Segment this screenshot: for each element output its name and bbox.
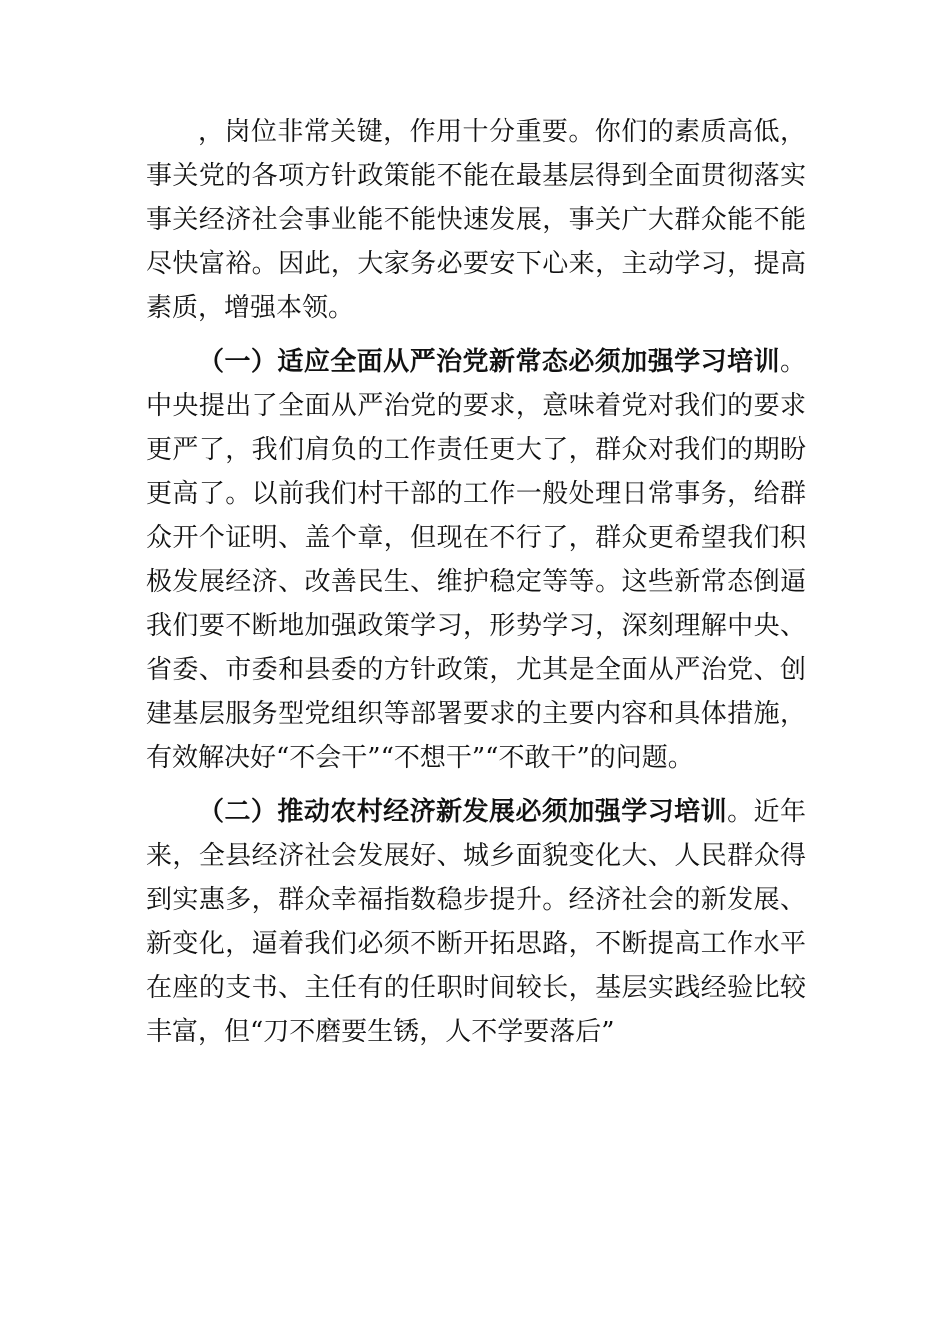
- section1-line-2: 更严了，我们肩负的工作责任更大了，群众对我们的期盼: [146, 435, 806, 465]
- paragraph1-line-4: 尽快富裕。因此，大家务必要安下心来，主动学习，提高: [146, 249, 806, 279]
- section2-line-3: 新变化，逼着我们必须不断开拓思路，不断提高工作水平: [146, 929, 806, 959]
- section2-line-4: 在座的支书、主任有的任职时间较长，基层实践经验比较: [146, 973, 806, 1003]
- section1-line-1: 中央提出了全面从严治党的要求，意味着党对我们的要求: [146, 391, 806, 421]
- paragraph1-line-1: ，岗位非常关键，作用十分重要。你们的素质高低，: [198, 117, 806, 147]
- section1-heading: （一）适应全面从严治党新常态必须加强学习培训: [198, 347, 780, 377]
- section2-heading: （二）推动农村经济新发展必须加强学习培训: [198, 797, 728, 827]
- section1-line-5: 极发展经济、改善民生、维护稳定等等。这些新常态倒逼: [146, 567, 806, 597]
- section2-line-1: 来，全县经济社会发展好、城乡面貌变化大、人民群众得: [146, 841, 806, 871]
- paragraph1-line-3: 事关经济社会事业能不能快速发展，事关广大群众能不能: [146, 205, 806, 235]
- paragraph1-line-2: 事关党的各项方针政策能不能在最基层得到全面贯彻落实: [146, 161, 806, 191]
- section1-heading-end: 。: [779, 347, 806, 377]
- section2-heading-line: [198, 790, 806, 834]
- section1-heading-line: [198, 340, 806, 384]
- section1-line-3: 更高了。以前我们村干部的工作一般处理日常事务，给群: [146, 479, 806, 509]
- section2-line-5: 丰富，但“刀不磨要生锈，人不学要落后”: [146, 1017, 615, 1047]
- paragraph1-line-5: 素质，增强本领。: [146, 293, 355, 323]
- section1-line-8: 建基层服务型党组织等部署要求的主要内容和具体措施，: [146, 699, 806, 729]
- section1-line-6: 我们要不断地加强政策学习，形势学习，深刻理解中央、: [146, 611, 806, 641]
- section2-line-2: 到实惠多，群众幸福指数稳步提升。经济社会的新发展、: [146, 885, 806, 915]
- section2-heading-end: 。近年: [727, 797, 806, 827]
- section1-line-4: 众开个证明、盖个章，但现在不行了，群众更希望我们积: [146, 523, 806, 553]
- section1-line-9: 有效解决好“不会干”“不想干”“不敢干”的问题。: [146, 743, 694, 773]
- section1-line-7: 省委、市委和县委的方针政策，尤其是全面从严治党、创: [146, 655, 806, 685]
